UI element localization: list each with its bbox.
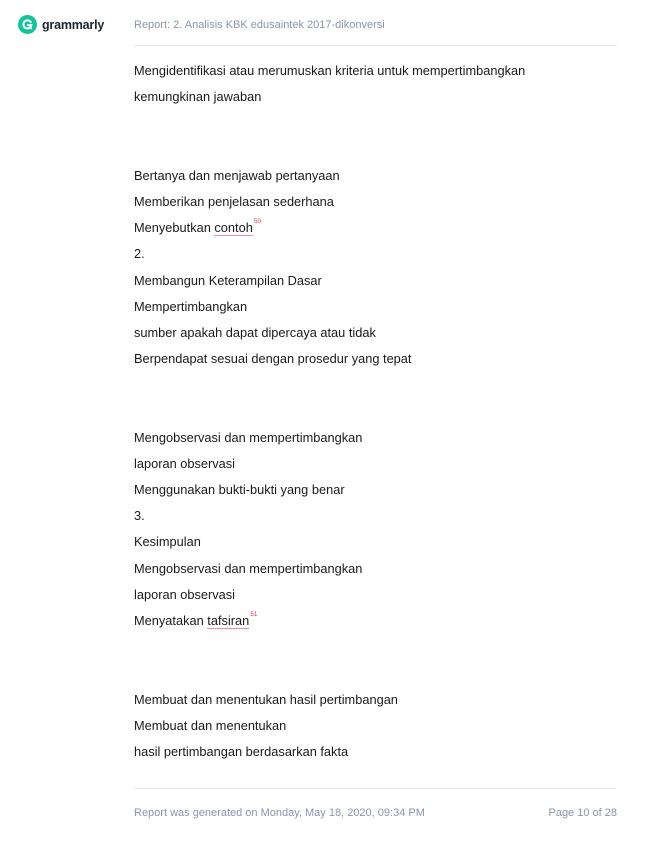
line-text: Menyebutkan — [134, 220, 215, 236]
text-line — [134, 582, 624, 608]
text-line — [134, 739, 624, 765]
text-line — [134, 163, 624, 189]
footer-divider — [134, 788, 617, 789]
text-line — [134, 713, 624, 739]
line-text: Membuat dan menentukan — [134, 717, 287, 733]
text-line — [134, 503, 624, 529]
brand-name: grammarly — [42, 17, 105, 32]
blank-line — [134, 372, 624, 398]
line-text: laporan observasi — [134, 455, 236, 471]
line-text: Bertanya dan menjawab pertanyaan — [134, 167, 340, 183]
line-text: Kesimpulan — [134, 534, 201, 550]
text-line — [134, 58, 624, 84]
line-text: Mengobservasi dan mempertimbangkan — [134, 560, 363, 576]
line-text: Membuat dan menentukan hasil pertimbangan — [134, 691, 398, 707]
blank-line — [134, 634, 624, 660]
header-divider — [134, 45, 617, 46]
line-text: laporan observasi — [134, 586, 236, 602]
line-text: Mempertimbangkan — [134, 298, 248, 314]
line-text: Berpendapat sesuai dengan prosedur yang tepat — [134, 351, 412, 367]
line-text: Membangun Keterampilan Dasar — [134, 272, 322, 288]
text-line — [134, 294, 624, 320]
line-text: Memberikan penjelasan sederhana — [134, 193, 334, 209]
text-line — [134, 268, 624, 294]
text-line — [134, 608, 624, 634]
line-text: sumber apakah dapat dipercaya atau tidak — [134, 324, 376, 340]
line-text: hasil pertimbangan berdasarkan fakta — [134, 743, 349, 759]
generated-timestamp: Report was generated on Monday, May 18, 2020, 09:34 PM — [134, 807, 425, 819]
blank-line — [134, 660, 624, 686]
report-title: Report: 2. Analisis KBK edusaintek 2017-dikonversi — [134, 19, 385, 31]
line-text: Mengobservasi dan mempertimbangkan — [134, 429, 363, 445]
text-line — [134, 477, 624, 503]
page-number: Page 10 of 28 — [548, 807, 617, 819]
line-text: kemungkinan jawaban — [134, 89, 262, 105]
text-line — [134, 556, 624, 582]
text-line — [134, 320, 624, 346]
blank-line — [134, 137, 624, 163]
line-text: Mengidentifikasi atau merumuskan kriteria untuk mempertimbangkan — [134, 63, 526, 78]
blank-line — [134, 398, 624, 424]
text-line — [134, 451, 624, 477]
text-line — [134, 215, 624, 241]
text-line — [134, 84, 624, 110]
line-text: Menggunakan bukti-bukti yang benar — [134, 482, 345, 497]
issue-number: 51 — [250, 610, 258, 618]
line-text: 3. — [134, 508, 145, 524]
line-text: Menyatakan — [134, 612, 208, 628]
text-line — [134, 529, 624, 555]
text-line — [134, 241, 624, 267]
text-line — [134, 687, 624, 713]
text-line — [134, 425, 624, 451]
text-line — [134, 189, 624, 215]
line-text: 2. — [134, 246, 145, 262]
blank-line — [134, 110, 624, 136]
document-body — [134, 58, 624, 765]
flagged-word[interactable]: tafsiran — [207, 612, 250, 628]
text-line — [134, 346, 624, 372]
flagged-word[interactable]: contoh — [214, 220, 253, 236]
issue-number: 50 — [253, 218, 262, 226]
grammarly-logo — [18, 15, 104, 34]
grammarly-g-icon — [18, 15, 37, 34]
